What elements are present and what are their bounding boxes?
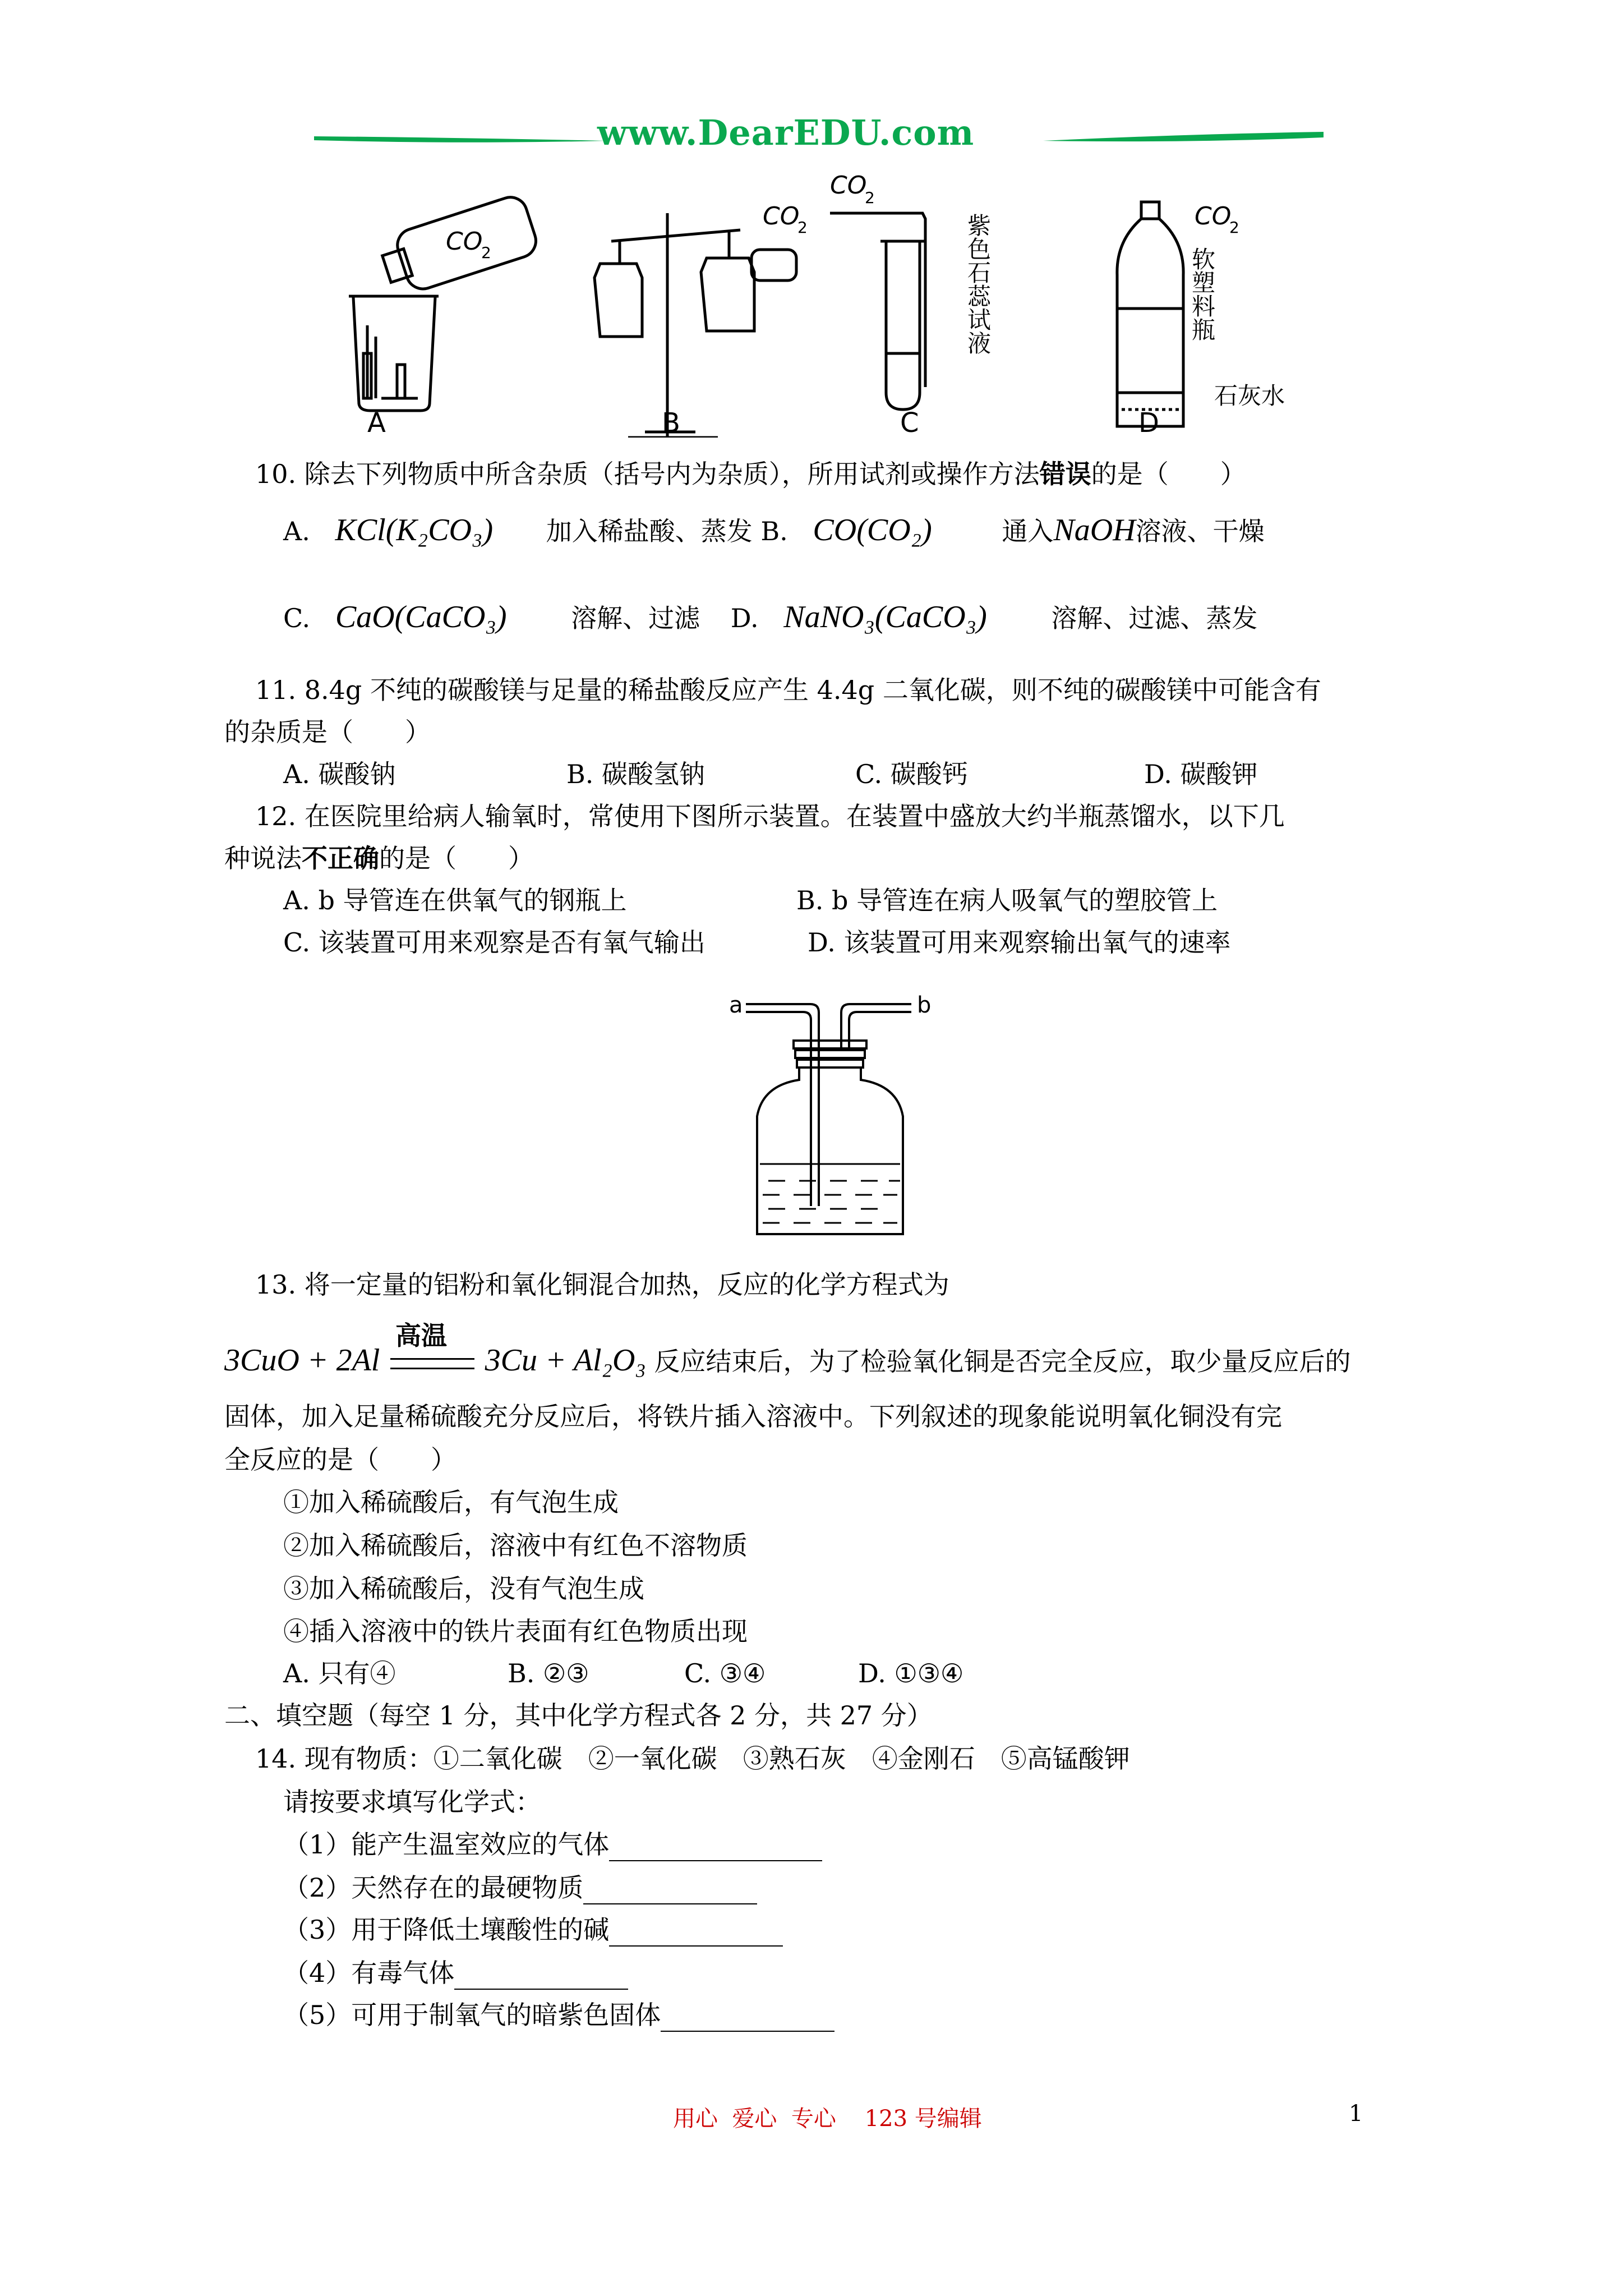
label-limewater: 石灰水 — [1214, 382, 1285, 409]
label-co2-a: CO — [446, 227, 483, 256]
label-litmus-vertical: 紫色石蕊试液 — [964, 213, 992, 355]
apparatus-b — [594, 202, 808, 438]
label-co2-b-sub: 2 — [797, 218, 808, 237]
q13-option-b: B. ②③ — [508, 1658, 589, 1688]
section2-title: 二、填空题（每空 1 分，其中化学方程式各 2 分，共 27 分） — [224, 1700, 933, 1731]
figure-label-a: A — [367, 407, 386, 438]
q13-line4: 全反应的是（ ） — [224, 1444, 457, 1475]
figure-gas-washing-bottle — [729, 987, 931, 1245]
figure-label-c: C — [900, 407, 919, 438]
label-co2-b: CO — [763, 202, 800, 231]
q11-option-c: C. 碳酸钙 — [855, 759, 968, 789]
q11-option-b: B. 碳酸氢钠 — [566, 759, 706, 789]
q13-equation-line: 3CuO + 2Al 3Cu + Al₂O₃ 反应结束后，为了检验氧化铜是否完全反应，取少量反应后的 — [224, 1343, 1351, 1378]
answer-blank-1[interactable] — [609, 1834, 822, 1861]
q10-stem: 10. 除去下列物质中所含杂质（括号内为杂质），所用试剂或操作方法错误的是（ ） — [255, 459, 1246, 489]
label-co2-d-sub: 2 — [1229, 218, 1239, 237]
q14-item-5: （5）可用于制氧气的暗紫色固体 — [283, 1998, 834, 2032]
label-plastic-bottle-vertical: 软塑料瓶 — [1188, 247, 1216, 341]
q11-line2: 的杂质是（ ） — [224, 717, 431, 747]
q13-item-1: ①加入稀硫酸后，有气泡生成 — [283, 1487, 619, 1517]
q12-line2: 种说法不正确的是（ ） — [224, 843, 534, 873]
q13-condition: 高温 — [395, 1320, 447, 1351]
q13-item-4: ④插入溶液中的铁片表面有红色物质出现 — [283, 1616, 748, 1646]
q13-option-a: A. 只有④ — [283, 1658, 396, 1688]
q10-options-cd: C. CaO(CaCO₃) 溶解、过滤 D. NaNO₃(CaCO₃) 溶解、过滤、蒸发 — [283, 600, 1258, 634]
label-co2-c: CO — [830, 171, 867, 200]
header-site-name[interactable]: www.DearEDU.com — [597, 112, 975, 153]
figure-co2-experiments — [314, 168, 1301, 438]
footer-text: 用心 爱心 专心 123 号编辑 — [673, 2106, 982, 2132]
q13-item-2: ②加入稀硫酸后，溶液中有红色不溶物质 — [283, 1530, 748, 1561]
q14-item-2: （2）天然存在的最硬物质 — [283, 1871, 757, 1904]
figure-label-b: B — [662, 407, 680, 438]
q12-option-d: D. 该装置可用来观察输出氧气的速率 — [808, 927, 1231, 958]
q14-item-1: （1）能产生温室效应的气体 — [283, 1828, 822, 1861]
q13-item-3: ③加入稀硫酸后，没有气泡生成 — [283, 1573, 644, 1604]
q14-item-3: （3）用于降低土壤酸性的碱 — [283, 1913, 783, 1947]
q14-line2: 请按要求填写化学式： — [283, 1787, 541, 1817]
answer-blank-2[interactable] — [583, 1878, 757, 1904]
label-co2-a-sub: 2 — [481, 243, 491, 262]
answer-blank-3[interactable] — [609, 1920, 783, 1947]
q12-option-c: C. 该装置可用来观察是否有氧气输出 — [283, 927, 706, 958]
q14-line1: 14. 现有物质：①二氧化碳 ②一氧化碳 ③熟石灰 ④金刚石 ⑤高锰酸钾 — [255, 1743, 1130, 1774]
page-number: 1 — [1349, 2101, 1363, 2127]
equation-equals-sign — [390, 1358, 474, 1369]
q12-option-b: B. b 导管连在病人吸氧气的塑胶管上 — [796, 885, 1218, 915]
tube-label-a: a — [729, 992, 743, 1018]
q11-option-d: D. 碳酸钾 — [1144, 759, 1258, 789]
q11-option-a: A. 碳酸钠 — [283, 759, 396, 789]
q10-options-ab: A. KCl(K₂CO₃) 加入稀盐酸、蒸发 B. CO(CO₂) 通入NaOH溶液、干燥 — [283, 513, 1265, 547]
apparatus-c — [830, 171, 925, 409]
answer-blank-4[interactable] — [454, 1963, 628, 1990]
figure-label-d: D — [1138, 407, 1159, 438]
answer-blank-5[interactable] — [661, 2005, 834, 2032]
q11-line1: 11. 8.4g 不纯的碳酸镁与足量的稀盐酸反应产生 4.4g 二氧化碳，则不纯的碳酸镁中可能含有 — [255, 675, 1321, 705]
q12-option-a: A. b 导管连在供氧气的钢瓶上 — [283, 885, 627, 915]
tube-label-b: b — [917, 992, 931, 1018]
label-co2-d: CO — [1195, 202, 1232, 231]
apparatus-a — [349, 193, 540, 411]
q14-item-4: （4）有毒气体 — [283, 1956, 628, 1990]
q13-option-d: D. ①③④ — [858, 1658, 964, 1688]
label-co2-c-sub: 2 — [865, 188, 875, 207]
q12-line1: 12. 在医院里给病人输氧时，常使用下图所示装置。在装置中盛放大约半瓶蒸馏水，以下几 — [255, 801, 1285, 831]
q13-line1: 13. 将一定量的铝粉和氧化铜混合加热，反应的化学方程式为 — [255, 1269, 949, 1300]
q13-line3: 固体，加入足量稀硫酸充分反应后，将铁片插入溶液中。下列叙述的现象能说明氧化铜没有完 — [224, 1401, 1282, 1432]
q13-option-c: C. ③④ — [684, 1658, 766, 1688]
